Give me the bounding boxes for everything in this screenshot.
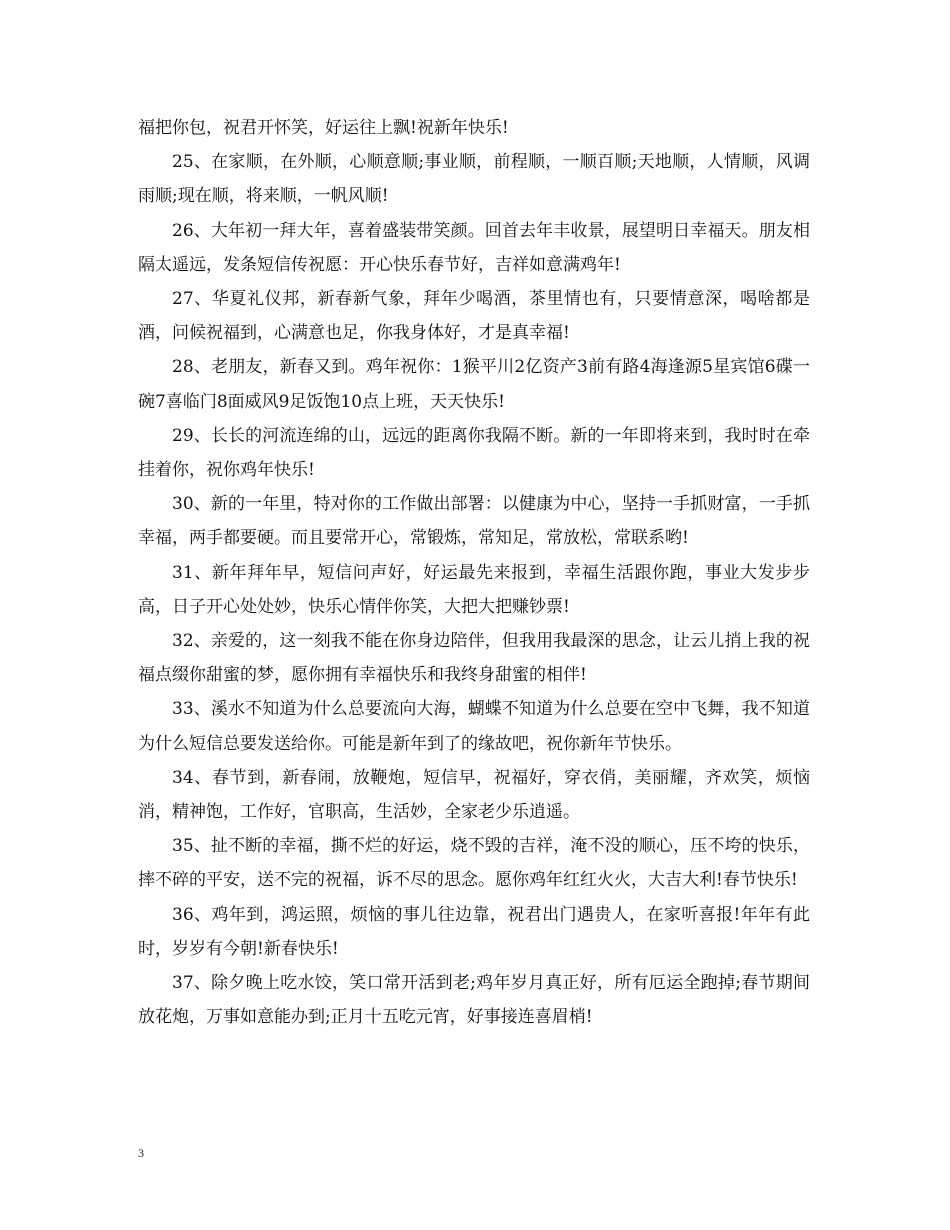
paragraph-continuation: 福把你包，祝君开怀笑，好运往上飘!祝新年快乐! — [138, 118, 509, 138]
paragraph-27: 27、华夏礼仪邦，新春新气象，拜年少喝酒，茶里情也有，只要情意深，喝啥都是酒，问候祝福到，心满意也足，你我身体好，才是真幸福! — [138, 289, 810, 344]
paragraph-29: 29、长长的河流连绵的山，远远的距离你我隔不断。新的一年即将来到，我时时在牵挂着你，祝你鸡年快乐! — [138, 425, 810, 481]
document-body — [138, 111, 810, 1034]
paragraph-30: 30、新的一年里，特对你的工作做出部署：以健康为中心，坚持一手抓财富，一手抓幸福，两手都要硬。而且要常开心，常锻炼，常知足，常放松，常联系哟! — [138, 494, 810, 549]
paragraph-26: 26、大年初一拜大年，喜着盛装带笑颜。回首去年丰收景，展望明日幸福天。朋友相隔太遥远，发条短信传祝愿：开心快乐春节好，吉祥如意满鸡年! — [138, 220, 810, 275]
page-number: 3 — [138, 1146, 144, 1160]
paragraph-31: 31、新年拜年早，短信问声好，好运最先来报到，幸福生活跟你跑，事业大发步步高，日子开心处处妙，快乐心情伴你笑，大把大把赚钞票! — [138, 562, 810, 617]
paragraph-33: 33、溪水不知道为什么总要流向大海，蝴蝶不知道为什么总要在空中飞舞，我不知道为什么短信总要发送给你。可能是新年到了的缘故吧，祝你新年节快乐。 — [138, 699, 810, 754]
paragraph-34: 34、春节到，新春闹，放鞭炮，短信早，祝福好，穿衣俏，美丽耀，齐欢笑，烦恼消，精神饱，工作好，官职高，生活妙，全家老少乐逍遥。 — [138, 767, 810, 823]
paragraph-35: 35、扯不断的幸福，撕不烂的好运，烧不毁的吉祥，淹不没的顺心，压不垮的快乐，摔不碎的平安，送不完的祝福，诉不尽的思念。愿你鸡年红红火火，大吉大利!春节快乐! — [138, 836, 810, 891]
paragraph-36: 36、鸡年到，鸿运照，烦恼的事儿往边靠，祝君出门遇贵人，在家听喜报!年年有此时，岁岁有今朝!新春快乐! — [138, 904, 810, 959]
paragraph-37: 37、除夕晚上吃水饺，笑口常开活到老;鸡年岁月真正好，所有厄运全跑掉;春节期间放花炮，万事如意能办到;正月十五吃元宵，好事接连喜眉梢! — [138, 973, 810, 1028]
paragraph-25: 25、在家顺，在外顺，心顺意顺;事业顺，前程顺，一顺百顺;天地顺，人情顺，风调雨顺;现在顺，将来顺，一帆风顺! — [138, 152, 810, 207]
paragraph-28: 28、老朋友，新春又到。鸡年祝你：1猴平川2亿资产3前有路4海逢源5星宾馆6碟一碗7喜临门8面威风9足饭饱10点上班，天天快乐! — [138, 357, 810, 412]
paragraph-32: 32、亲爱的，这一刻我不能在你身边陪伴，但我用我最深的思念，让云儿捎上我的祝福点缀你甜蜜的梦，愿你拥有幸福快乐和我终身甜蜜的相伴! — [138, 631, 810, 686]
